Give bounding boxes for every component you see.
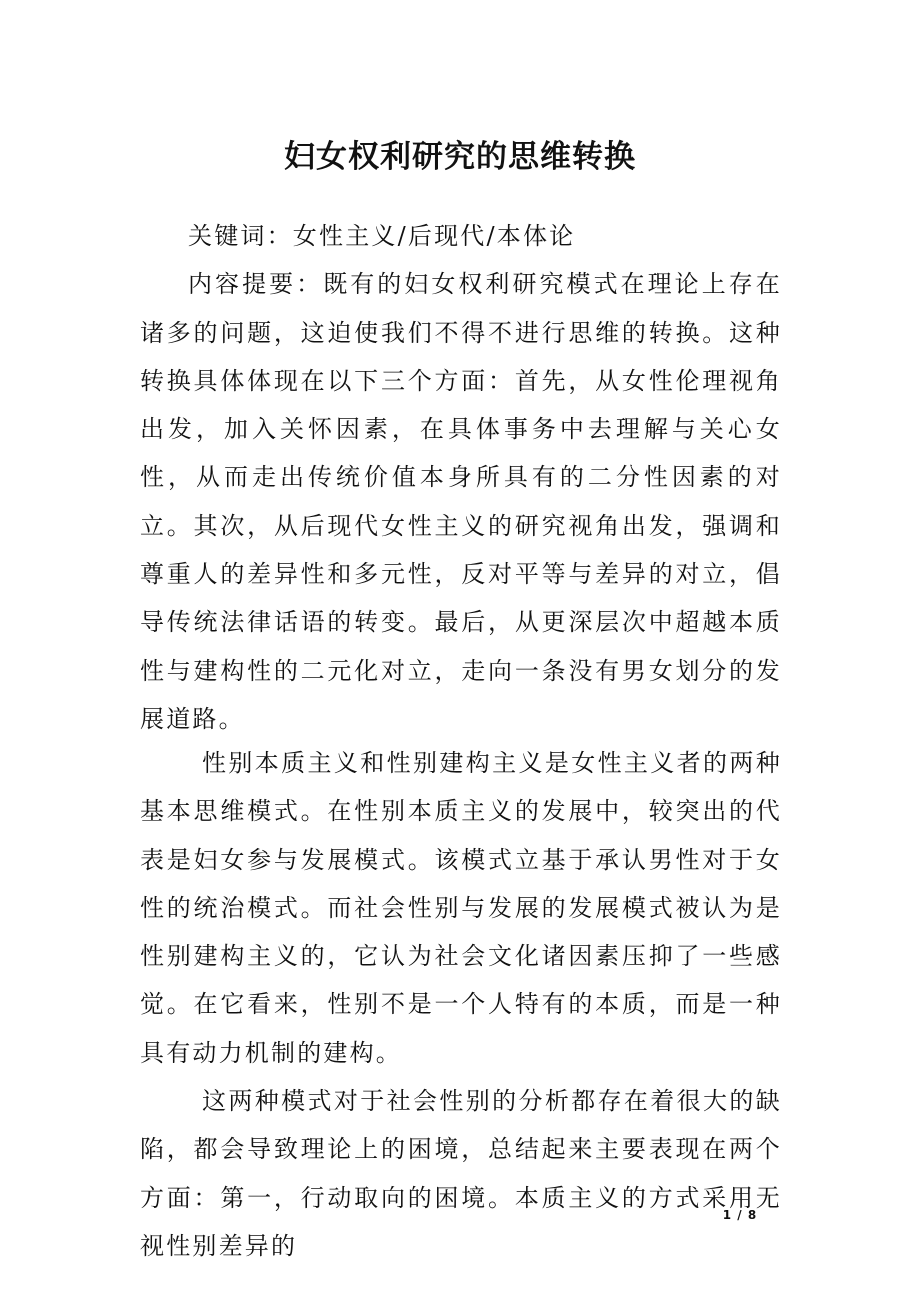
page-number: 1 / 8 xyxy=(722,1208,758,1222)
front-matter xyxy=(140,212,782,743)
abstract-paragraph: 内容提要：既有的妇女权利研究模式在理论上存在诸多的问题，这迫使我们不得不进行思维的转换。这种转换具体体现在以下三个方面：首先，从女性伦理视角出发，加入关怀因素，在具体事务中去理解与关心女性，从而走出传统价值本身所具有的二分性因素的对立。其次，从后现代女性主义的研究视角出发，强调和尊重人的差异性和多元性，反对平等与差异的对立，倡导传统法律话语的转变。最后，从更深层次中超越本质性与建构性的二元化对立，走向一条没有男女划分的发展道路。 xyxy=(140,270,782,733)
body-paragraph-1: 性别本质主义和性别建构主义是女性主义者的两种基本思维模式。在性别本质主义的发展中，较突出的代表是妇女参与发展模式。该模式立基于承认男性对于女性的统治模式。而社会性别与发展的发展模式被认为是性别建构主义的，它认为社会文化诸因素压抑了一些感觉。在它看来，性别不是一个人特有的本质，而是一种具有动力机制的建构。 xyxy=(140,749,782,1067)
body-paragraph-2: 这两种模式对于社会性别的分析都存在着很大的缺陷，都会导致理论上的困境，总结起来主要表现在两个方面：第一，行动取向的困境。本质主义的方式采用无视性别差异的 xyxy=(140,1087,782,1260)
keywords-line: 关键词：女性主义/后现代/本体论 xyxy=(188,222,576,250)
main-body xyxy=(140,739,782,1270)
page-title: 妇女权利研究的思维转换 xyxy=(284,138,636,175)
